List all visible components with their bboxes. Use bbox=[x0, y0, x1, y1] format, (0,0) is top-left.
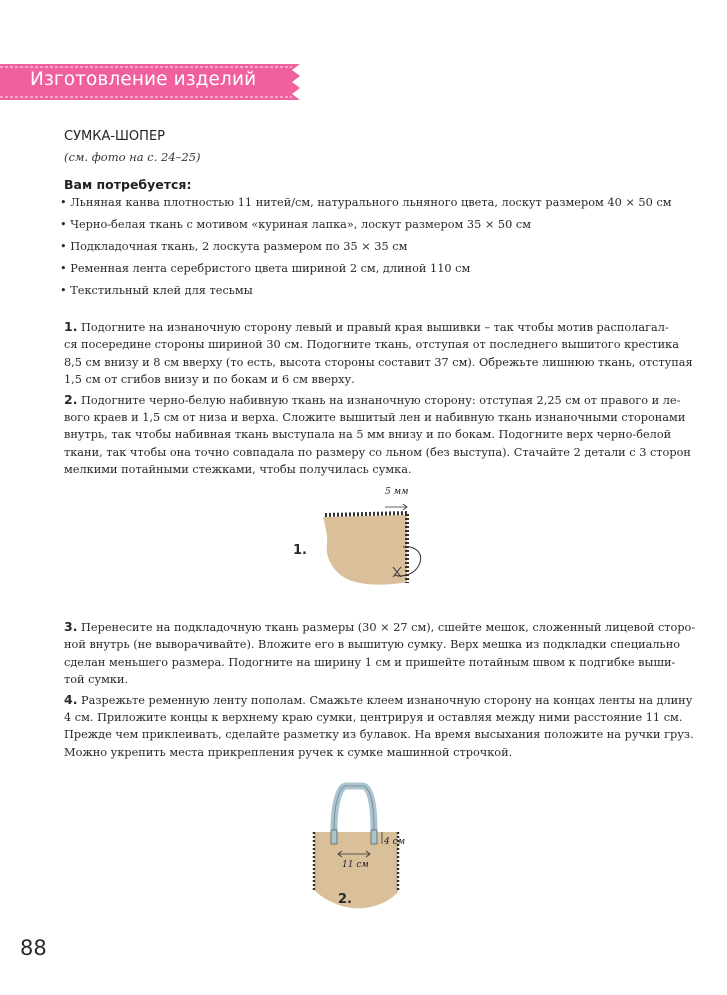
step-4-text: Разрежьте ременную ленту пополам. Смажьте клеем изнаночную сторону на концах ленты на длину bbox=[81, 693, 693, 707]
step-3-line: ной внутрь (не выворачивайте). Вложите его в вышитую сумку. Верх мешка из подкладки специально bbox=[64, 638, 681, 652]
step-1-line bbox=[64, 318, 676, 336]
step-1-number: 1. bbox=[64, 319, 78, 334]
photo-reference: (см. фото на с. 24–25) bbox=[64, 150, 201, 164]
step-4-line: Прежде чем приклеивать, сделайте разметку из булавок. На время высыхания положите на ручки груз. bbox=[64, 728, 694, 742]
figure-1-note: 5 мм bbox=[385, 487, 409, 497]
step-2-line: вого краев и 1,5 см от низа и верха. Сложите вышитый лен и набивную ткань изнаночными сторонами bbox=[64, 411, 686, 425]
section-banner bbox=[0, 64, 300, 100]
materials-title: Вам потребуется: bbox=[64, 177, 192, 192]
figure-2 bbox=[300, 780, 410, 915]
step-2-text: Подогните черно-белую набивную ткань на изнаночную сторону: отступая 2,25 см от правого и ле- bbox=[81, 393, 681, 407]
step-2-number: 2. bbox=[64, 391, 78, 407]
step-2-line bbox=[64, 391, 681, 409]
materials-list bbox=[60, 196, 672, 306]
bag-corner-illustration bbox=[285, 487, 440, 597]
figure-1 bbox=[285, 487, 440, 597]
step-2-line: мелкими потайными стежками, чтобы получилась сумка. bbox=[64, 463, 412, 477]
step-1-line: 1,5 см от сгибов внизу и по бокам и 6 см вверху. bbox=[64, 373, 355, 387]
step-3-number: 3. bbox=[64, 619, 78, 634]
step-1-line: 8,5 см внизу и 8 см вверху (то есть, высота стороны составит 37 см). Обрежьте лишнюю ткань, отступая bbox=[64, 355, 693, 369]
material-item: • Текстильный клей для тесьмы bbox=[60, 284, 672, 306]
step-3-line: сделан меньшего размера. Подогните на ширину 1 см и пришейте потайным швом к подгибке выши- bbox=[64, 655, 676, 669]
step-1-text: Подогните на изнаночную сторону левый и правый края вышивки – так чтобы мотив располагал- bbox=[81, 321, 669, 334]
steps-block-1 bbox=[64, 318, 693, 479]
step-4-line bbox=[64, 691, 693, 709]
step-4-line: Можно укрепить места прикрепления ручек к сумке машинной строчкой. bbox=[64, 745, 513, 759]
material-item: • Льняная канва плотностью 11 нитей/см, натурального льняного цвета, лоскут размером 40 × 50 см bbox=[60, 196, 672, 218]
step-3-line: той сумки. bbox=[64, 673, 129, 687]
material-item: • Ременная лента серебристого цвета шириной 2 см, длиной 110 см bbox=[60, 262, 672, 284]
step-4-number: 4. bbox=[64, 691, 78, 707]
article-title: СУМКА-ШОПЕР bbox=[64, 129, 165, 144]
bag-with-handles-illustration bbox=[300, 780, 410, 915]
steps-block-2 bbox=[64, 618, 696, 761]
figure-2-width-note: 11 см bbox=[342, 860, 369, 870]
step-4-line: 4 см. Приложите концы к верхнему краю сумки, центрируя и оставляя между ними расстояние 11 см. bbox=[64, 711, 683, 725]
page-number: 88 bbox=[20, 936, 47, 960]
section-title: Изготовление изделий bbox=[30, 69, 257, 90]
material-item: • Подкладочная ткань, 2 лоскута размером по 35 × 35 см bbox=[60, 240, 672, 262]
step-2-line: ткани, так чтобы она точно совпадала по размеру со льном (без выступа). Стачайте 2 детали с 3 сторон bbox=[64, 445, 691, 459]
step-1-line: ся посередине стороны шириной 30 см. Подогните ткань, отступая от последнего вышитого крестика bbox=[64, 338, 679, 352]
step-3-line bbox=[64, 618, 696, 636]
figure-1-label: 1. bbox=[293, 543, 307, 558]
material-item: • Черно-белая ткань с мотивом «куриная лапка», лоскут размером 35 × 50 см bbox=[60, 218, 672, 240]
step-3-text: Перенесите на подкладочную ткань размеры (30 × 27 см), сшейте мешок, сложенный лицевой сторо- bbox=[81, 621, 696, 634]
step-2-line: внутрь, так чтобы набивная ткань выступала на 5 мм внизу и по бокам. Подогните верх черно-белой bbox=[64, 428, 672, 442]
figure-2-height-note: 4 см bbox=[384, 837, 406, 847]
figure-2-label: 2. bbox=[338, 892, 352, 907]
